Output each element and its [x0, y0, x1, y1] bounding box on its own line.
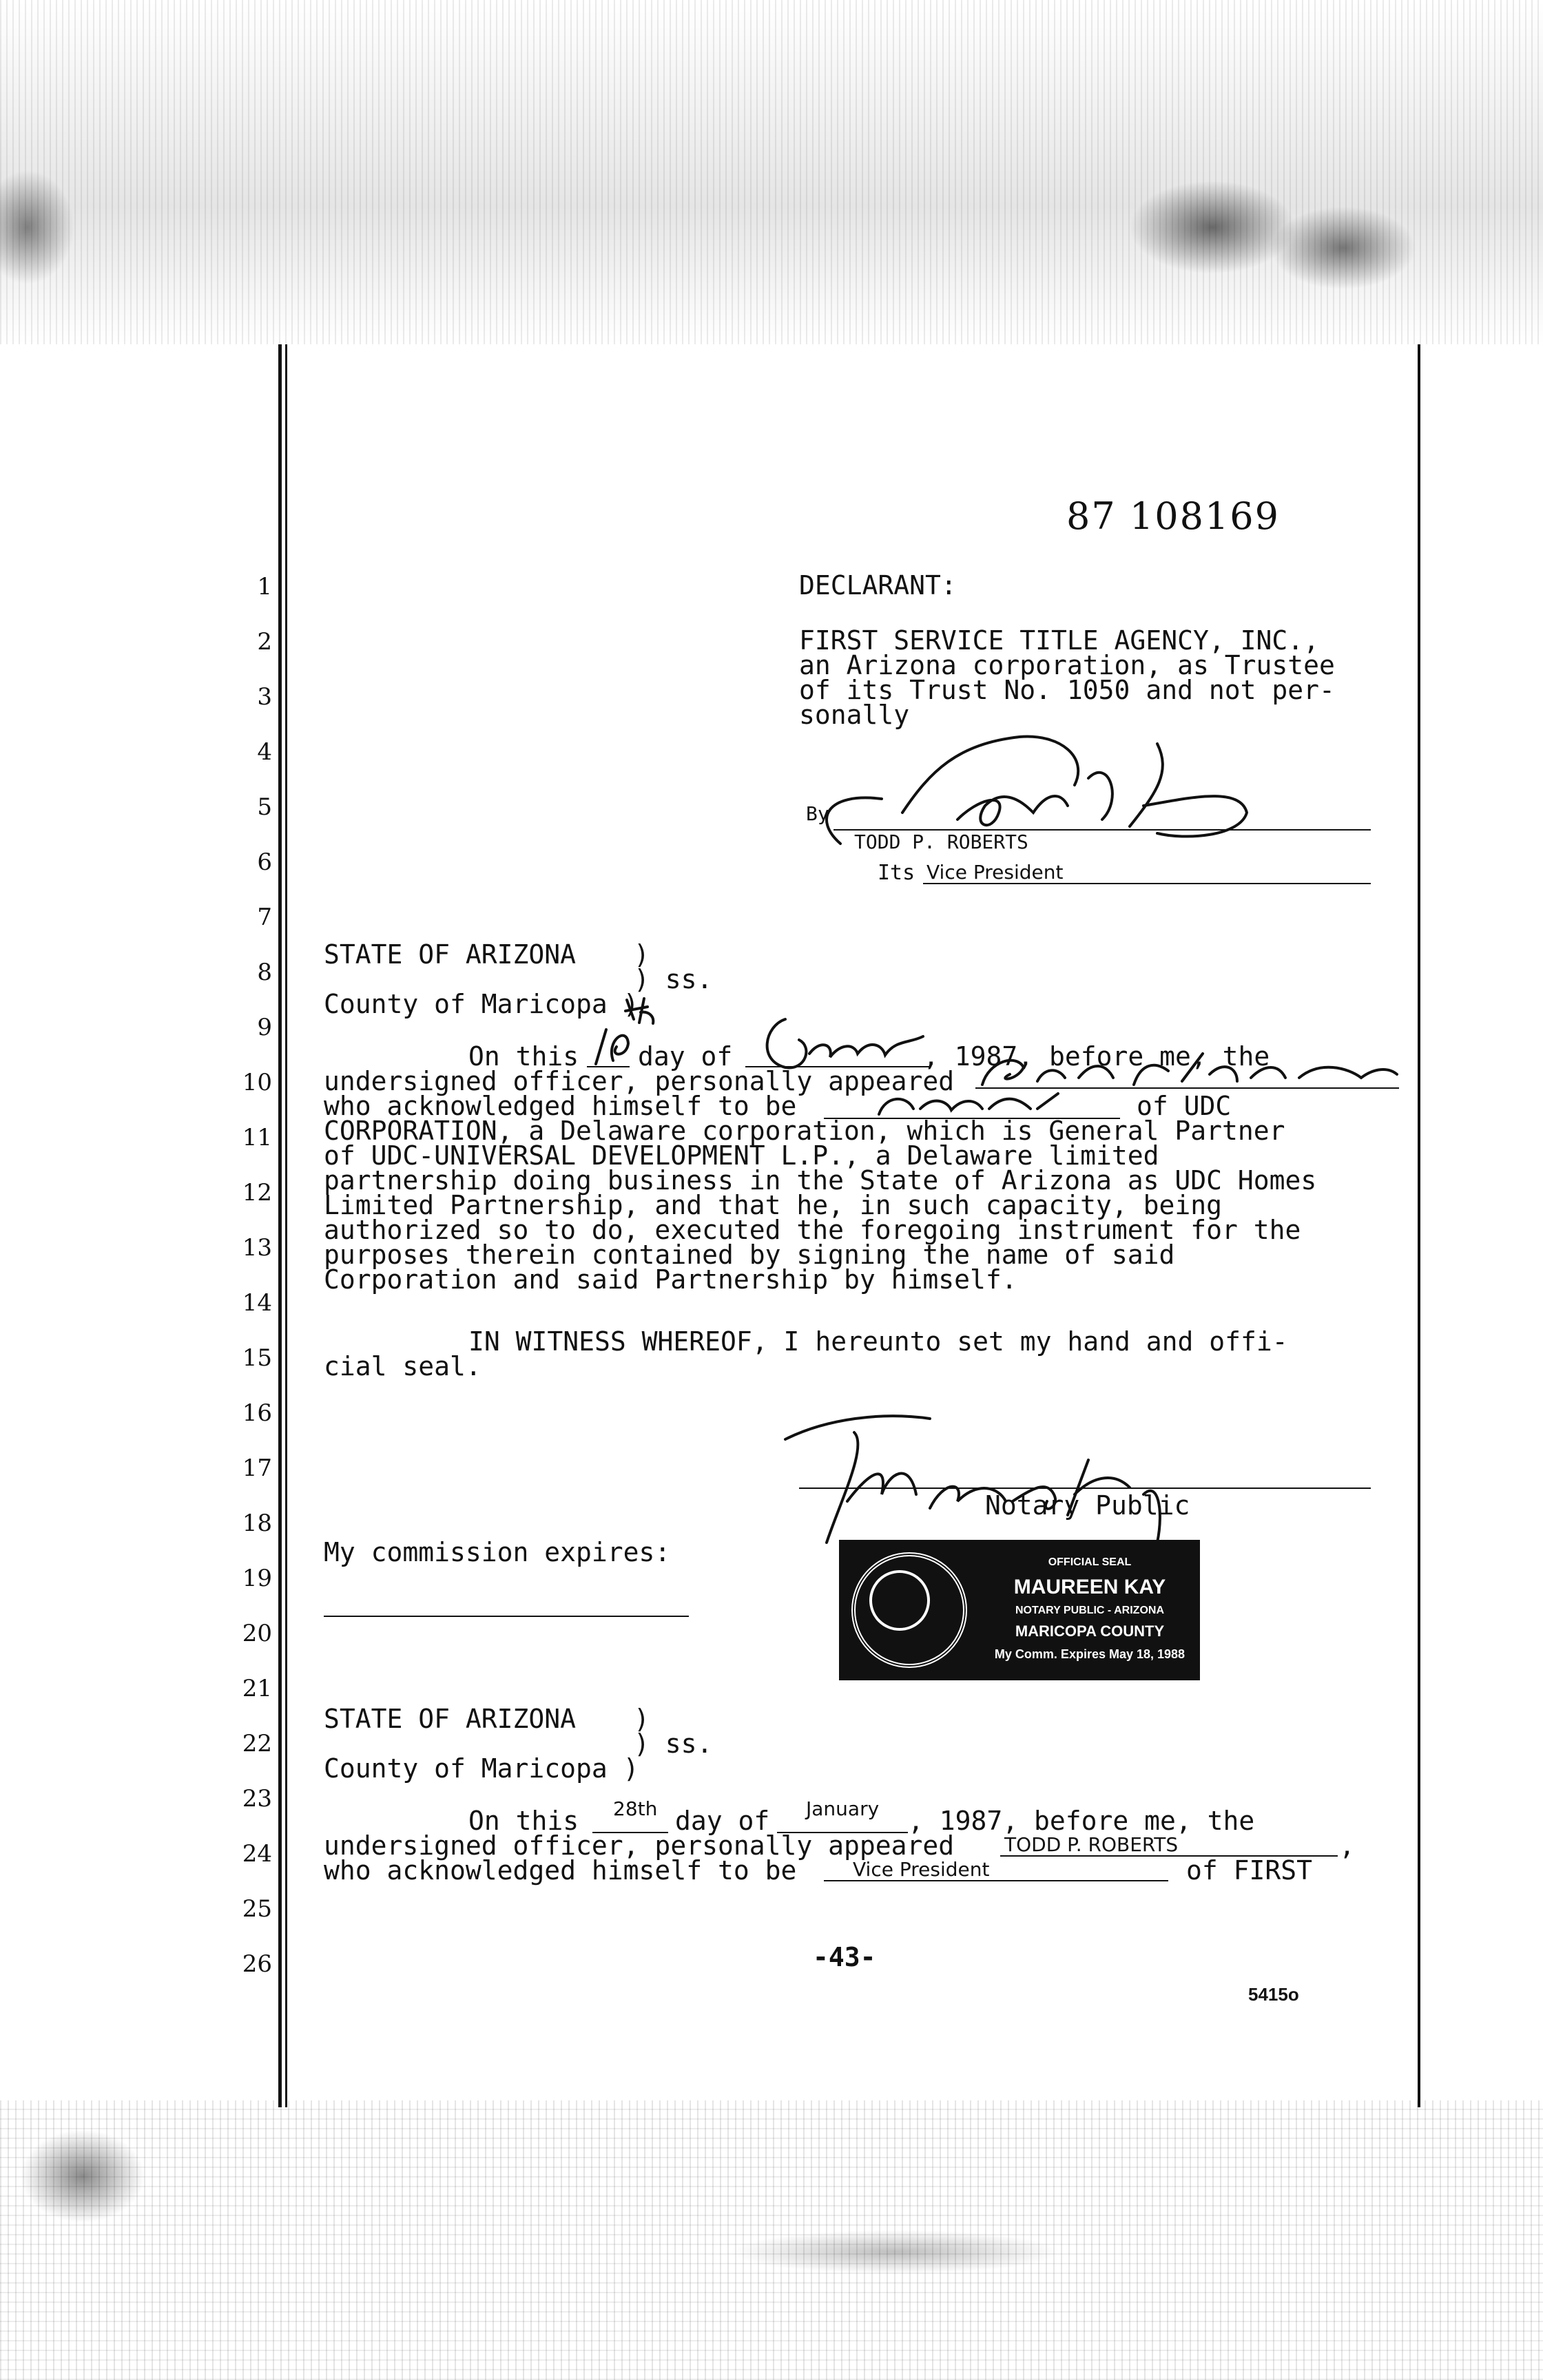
day-of-label: day of	[638, 1041, 733, 1072]
acknowledgment-body-line: of UDC-UNIVERSAL DEVELOPMENT L.P., a Delaware limited	[324, 1140, 1159, 1171]
line-number: 11	[242, 1124, 272, 1151]
line-number: 25	[242, 1895, 272, 1923]
on-this-label: On this	[468, 1041, 579, 1072]
acknowledgment-body-line: authorized so to do, executed the foregoing instrument for the	[324, 1215, 1301, 1245]
recording-number: 87 108169	[1066, 494, 1281, 538]
ss-label: ) ss.	[634, 1729, 713, 1759]
line-number: 1	[257, 573, 272, 601]
appeared-comma: ,	[1339, 1830, 1355, 1861]
left-margin-rule	[278, 344, 282, 2107]
state-paren: )	[634, 1704, 650, 1734]
left-margin-rule-inner	[285, 344, 287, 2107]
line-number: 24	[242, 1840, 272, 1868]
line-number: 5	[257, 793, 272, 821]
line-number: 4	[257, 738, 272, 766]
line-number: 8	[257, 959, 272, 986]
declarant-line: FIRST SERVICE TITLE AGENCY, INC.,	[799, 625, 1319, 656]
declarant-line: an Arizona corporation, as Trustee	[799, 650, 1335, 680]
line-number: 22	[242, 1730, 272, 1757]
declarant-signer-title: Vice President	[926, 861, 1064, 884]
declarant-line: sonally	[799, 700, 910, 730]
of-first-text: of FIRST	[1186, 1855, 1313, 1886]
line-number: 2	[257, 628, 272, 656]
right-margin-rule	[1418, 344, 1420, 2107]
state-label: STATE OF ARIZONA	[324, 939, 577, 970]
line-number: 19	[242, 1565, 272, 1592]
scan-noise-bottom	[0, 2100, 1543, 2380]
notary-signature-line	[799, 1488, 1371, 1489]
acknowledged-text: who acknowledged himself to be	[324, 1855, 797, 1886]
state-label: STATE OF ARIZONA	[324, 1704, 577, 1734]
appeared-value: TODD P. ROBERTS	[1004, 1833, 1179, 1856]
acknowledgment-body-line: Limited Partnership, and that he, in such capacity, being	[324, 1190, 1223, 1220]
of-udc-text: of UDC	[1137, 1091, 1232, 1121]
line-number: 10	[242, 1069, 272, 1096]
stamp-line: MARICOPA COUNTY	[1015, 1622, 1165, 1640]
county-label: County of Maricopa )	[324, 1753, 639, 1784]
document-code: 5415o	[1248, 1984, 1299, 2005]
witness-text: IN WITNESS WHEREOF, I hereunto set my hand and offi-	[468, 1326, 1288, 1357]
acknowledged-text: who acknowledged himself to be	[324, 1091, 797, 1121]
line-number: 15	[242, 1344, 272, 1372]
stamp-line: My Comm. Expires May 18, 1988	[994, 1647, 1185, 1661]
stamp-line: NOTARY PUBLIC - ARIZONA	[1015, 1605, 1164, 1616]
county-label: County of Maricopa )	[324, 989, 639, 1019]
day-of-label: day of	[675, 1806, 770, 1836]
acknowledgment-body-line: CORPORATION, a Delaware corporation, which is General Partner	[324, 1116, 1285, 1146]
notary-public-label: Notary Public	[985, 1490, 1190, 1521]
commission-label: My commission expires:	[324, 1537, 671, 1567]
line-number: 21	[242, 1675, 272, 1702]
line-number: 17	[242, 1454, 272, 1482]
scan-noise-top	[0, 0, 1543, 344]
acknowledgment-body-line: partnership doing business in the State of Arizona as UDC Homes	[324, 1165, 1317, 1196]
month-value: January	[806, 1797, 880, 1820]
line-number: 7	[257, 904, 272, 931]
notary-stamp	[839, 1540, 1200, 1680]
line-number: 20	[242, 1620, 272, 1647]
line-number: 12	[242, 1179, 272, 1207]
year-before-text: , 1987, before me, the	[908, 1806, 1255, 1836]
line-number: 16	[242, 1399, 272, 1427]
stamp-line: OFFICIAL SEAL	[1048, 1556, 1132, 1568]
appeared-text: undersigned officer, personally appeared	[324, 1830, 955, 1861]
ss-label: ) ss.	[634, 964, 713, 994]
declarant-line: of its Trust No. 1050 and not per-	[799, 675, 1335, 705]
page-number: -43-	[813, 1942, 876, 1972]
by-label: By	[806, 802, 829, 825]
on-this-label: On this	[468, 1806, 579, 1836]
line-number: 26	[242, 1950, 272, 1978]
acknowledgment-body-line: Corporation and said Partnership by himself.	[324, 1264, 1017, 1295]
witness-text-continued: cial seal.	[324, 1351, 481, 1381]
declarant-signer-name: TODD P. ROBERTS	[854, 831, 1028, 853]
line-number: 3	[257, 683, 272, 711]
line-number: 23	[242, 1785, 272, 1813]
seal-center	[869, 1570, 930, 1631]
declarant-heading: DECLARANT:	[799, 570, 957, 601]
stamp-line: MAUREEN KAY	[1013, 1576, 1166, 1598]
title-value: Vice President	[853, 1858, 990, 1881]
line-number: 13	[242, 1234, 272, 1262]
state-paren: )	[634, 939, 650, 970]
its-label: Its	[878, 861, 915, 885]
appeared-text: undersigned officer, personally appeared	[324, 1066, 955, 1096]
line-number: 18	[242, 1510, 272, 1537]
year-before-text: , 1987, before me, the	[923, 1041, 1270, 1072]
acknowledgment-body-line: purposes therein contained by signing the name of said	[324, 1240, 1175, 1270]
line-number: 9	[257, 1014, 272, 1041]
line-number: 6	[257, 848, 272, 876]
line-number: 14	[242, 1289, 272, 1317]
day-value: 28th	[613, 1797, 658, 1820]
commission-blank	[324, 1616, 689, 1617]
